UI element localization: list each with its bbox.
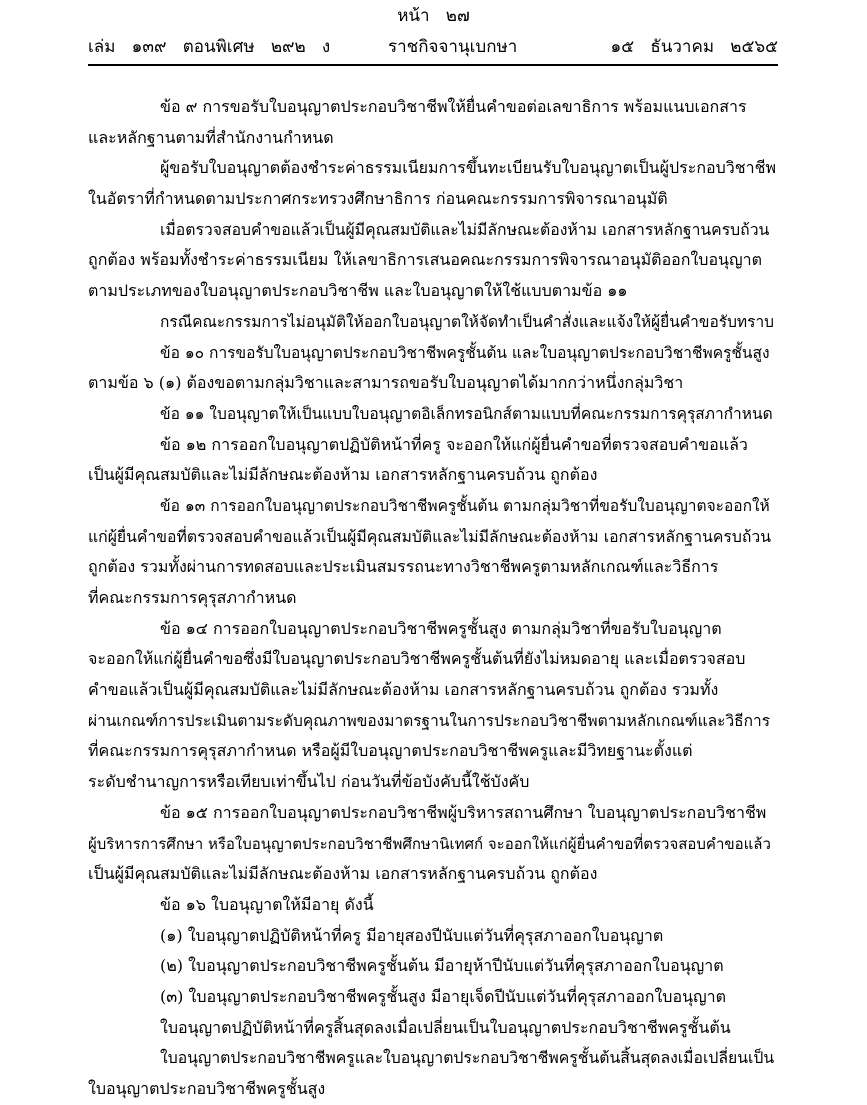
clause-9-line-2: และหลักฐานตามที่สำนักงานกำหนด bbox=[88, 127, 334, 147]
clause-10-line-1: ข้อ ๑๐ การขอรับใบอนุญาตประกอบวิชาชีพครูชั้นต้น และใบอนุญาตประกอบวิชาชีพครูชั้นสูง bbox=[160, 343, 770, 362]
publication-date: ๑๕ ธันวาคม ๒๕๖๕ bbox=[610, 37, 778, 57]
clause-10-line-2: ตามข้อ ๖ (๑) ต้องขอตามกลุ่มวิชาและสามารถขอรับใบอนุญาตได้มากกว่าหนึ่งกลุ่มวิชา bbox=[88, 373, 684, 393]
clause-14-line-2: จะออกให้แก่ผู้ยื่นคำขอซึ่งมีใบอนุญาตประกอบวิชาชีพครูชั้นต้นที่ยังไม่หมดอายุ และเมื่อตรวจสอบ bbox=[88, 649, 746, 669]
clause-13-line-4: ที่คณะกรรมการคุรุสภากำหนด bbox=[88, 588, 297, 607]
clause-14-line-4: ผ่านเกณฑ์การประเมินตามระดับคุณภาพของมาตรฐานในการประกอบวิชาชีพตามหลักเกณฑ์และวิธีการ bbox=[88, 711, 771, 730]
fee-paragraph-line-1: ผู้ขอรับใบอนุญาตต้องชำระค่าธรรมเนียมการขึ้นทะเบียนรับใบอนุญาตเป็นผู้ประกอบวิชาชีพ bbox=[160, 158, 777, 178]
clause-13-line-2: แก่ผู้ยื่นคำขอที่ตรวจสอบคำขอแล้วเป็นผู้มีคุณสมบัติและไม่มีลักษณะต้องห้าม เอกสารหลักฐานครบถ้วน bbox=[88, 526, 771, 546]
clause-15-line-1: ข้อ ๑๕ การออกใบอนุญาตประกอบวิชาชีพผู้บริหารสถานศึกษา ใบอนุญาตประกอบวิชาชีพ bbox=[160, 802, 767, 822]
clause-11: ข้อ ๑๑ ใบอนุญาตให้เป็นแบบใบอนุญาตอิเล็กทรอนิกส์ตามแบบที่คณะกรรมการคุรุสภากำหนด bbox=[160, 404, 773, 423]
clause-13-line-3: ถูกต้อง รวมทั้งผ่านการทดสอบและประเมินสมรรถนะทางวิชาชีพครูตามหลักเกณฑ์และวิธีการ bbox=[88, 557, 719, 577]
gazette-title: ราชกิจจานุเบกษา bbox=[388, 37, 518, 57]
approval-paragraph-line-3: ตามประเภทของใบอนุญาตประกอบวิชาชีพ และใบอนุญาตให้ใช้แบบตามข้อ ๑๑ bbox=[88, 281, 628, 301]
approval-paragraph-line-1: เมื่อตรวจสอบคำขอแล้วเป็นผู้มีคุณสมบัติและไม่มีลักษณะต้องห้าม เอกสารหลักฐานครบถ้วน bbox=[160, 219, 770, 239]
clause-16-item-2: (๒) ใบอนุญาตประกอบวิชาชีพครูชั้นต้น มีอายุห้าปีนับแต่วันที่คุรุสภาออกใบอนุญาต bbox=[160, 956, 724, 976]
fee-paragraph-line-2: ในอัตราที่กำหนดตามประกาศกระทรวงศึกษาธิการ ก่อนคณะกรรมการพิจารณาอนุมัติ bbox=[88, 189, 668, 209]
clause-16-note-1: ใบอนุญาตปฏิบัติหน้าที่ครูสิ้นสุดลงเมื่อเปลี่ยนเป็นใบอนุญาตประกอบวิชาชีพครูชั้นต้น bbox=[160, 1017, 731, 1037]
rejection-paragraph: กรณีคณะกรรมการไม่อนุมัติให้ออกใบอนุญาตให้จัดทำเป็นคำสั่งและแจ้งให้ผู้ยื่นคำขอรับทราบ bbox=[160, 312, 775, 331]
clause-16-note-2-line-2: ใบอนุญาตประกอบวิชาชีพครูชั้นสูง bbox=[88, 1079, 326, 1098]
clause-14-line-3: คำขอแล้วเป็นผู้มีคุณสมบัติและไม่มีลักษณะต้องห้าม เอกสารหลักฐานครบถ้วน ถูกต้อง รวมทั้ง bbox=[88, 680, 719, 700]
clause-12-line-1: ข้อ ๑๒ การออกใบอนุญาตปฏิบัติหน้าที่ครู จะออกให้แก่ผู้ยื่นคำขอที่ตรวจสอบคำขอแล้ว bbox=[160, 434, 748, 454]
clause-12-line-2: เป็นผู้มีคุณสมบัติและไม่มีลักษณะต้องห้าม เอกสารหลักฐานครบถ้วน ถูกต้อง bbox=[88, 465, 598, 485]
clause-16-item-1: (๑) ใบอนุญาตปฏิบัติหน้าที่ครู มีอายุสองปีนับแต่วันที่คุรุสภาออกใบอนุญาต bbox=[160, 925, 664, 945]
volume-issue: เล่ม ๑๓๙ ตอนพิเศษ ๒๙๒ ง bbox=[88, 37, 331, 57]
clause-16-heading: ข้อ ๑๖ ใบอนุญาตให้มีอายุ ดังนี้ bbox=[160, 894, 374, 914]
clause-13-line-1: ข้อ ๑๓ การออกใบอนุญาตประกอบวิชาชีพครูชั้นต้น ตามกลุ่มวิชาที่ขอรับใบอนุญาตจะออกให้ bbox=[160, 496, 770, 515]
clause-16-item-3: (๓) ใบอนุญาตประกอบวิชาชีพครูชั้นสูง มีอายุเจ็ดปีนับแต่วันที่คุรุสภาออกใบอนุญาต bbox=[160, 986, 727, 1006]
page-number: หน้า ๒๗ bbox=[397, 6, 470, 26]
clause-15-line-2: ผู้บริหารการศึกษา หรือใบอนุญาตประกอบวิชาชีพศึกษานิเทศก์ จะออกให้แก่ผู้ยื่นคำขอที่ตรวจสอบคำขอแล้ว bbox=[88, 834, 771, 853]
approval-paragraph-line-2: ถูกต้อง พร้อมทั้งชำระค่าธรรมเนียม ให้เลขาธิการเสนอคณะกรรมการพิจารณาอนุมัติออกใบอนุญาต bbox=[88, 250, 762, 270]
clause-14-line-6: ระดับชำนาญการหรือเทียบเท่าขึ้นไป ก่อนวันที่ข้อบังคับนี้ใช้บังคับ bbox=[88, 772, 530, 792]
gazette-header bbox=[88, 32, 778, 62]
clause-16-note-2-line-1: ใบอนุญาตประกอบวิชาชีพครูและใบอนุญาตประกอบวิชาชีพครูชั้นต้นสิ้นสุดลงเมื่อเปลี่ยนเป็น bbox=[160, 1048, 775, 1068]
clause-15-line-3: เป็นผู้มีคุณสมบัติและไม่มีลักษณะต้องห้าม เอกสารหลักฐานครบถ้วน ถูกต้อง bbox=[88, 864, 598, 884]
header-rule bbox=[88, 64, 778, 66]
clause-14-line-1: ข้อ ๑๔ การออกใบอนุญาตประกอบวิชาชีพครูชั้นสูง ตามกลุ่มวิชาที่ขอรับใบอนุญาต bbox=[160, 618, 722, 638]
clause-9-line-1: ข้อ ๙ การขอรับใบอนุญาตประกอบวิชาชีพให้ยื่นคำขอต่อเลขาธิการ พร้อมแนบเอกสาร bbox=[160, 97, 747, 116]
regulation-body bbox=[88, 92, 778, 1105]
clause-14-line-5: ที่คณะกรรมการคุรุสภากำหนด หรือผู้มีใบอนุญาตประกอบวิชาชีพครูและมีวิทยฐานะตั้งแต่ bbox=[88, 741, 693, 761]
